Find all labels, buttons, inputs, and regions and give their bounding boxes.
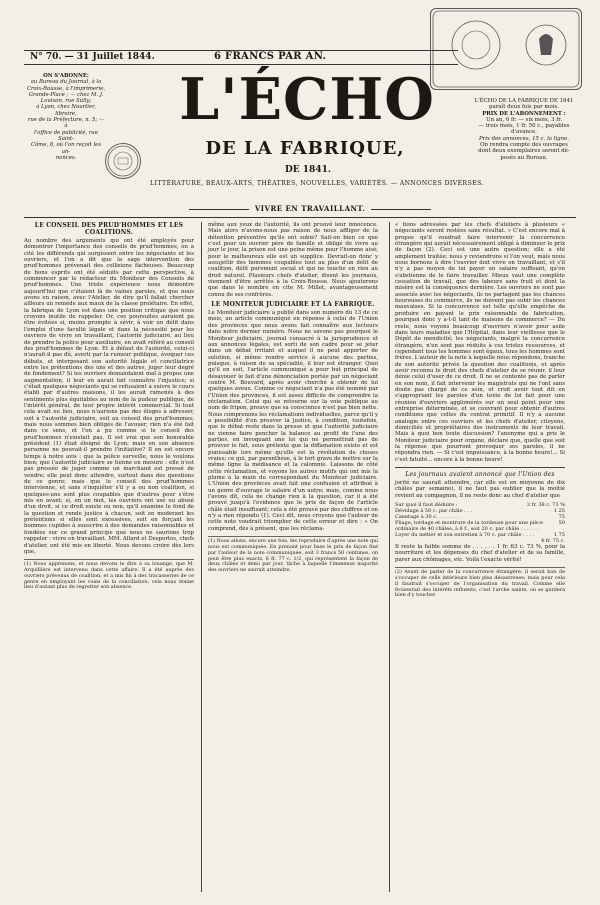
subscribe-info-right [463,98,585,161]
footnote: (2) Avant de parler de la concurrence étrangère, il serait bon de s'occuper de celle intérieure bien plus désastreuse; mais pour cela il faudrait s'occuper de l'organisation du travail. Comme elle froisserait des intérêts influents, c'est l'arche sainte, on se gardera bien d'y toucher. [395,569,565,599]
masthead-motto: VIVRE EN TRAVAILLANT. [160,204,460,213]
subscribe-line: — trois mois, 1 fr. 50 c., payables [478,123,570,130]
table-cell: Canetage à 30 c. . . . . . . . [395,514,460,521]
table-cell: 4 fr. 75 c. [541,538,565,545]
footnote: (1) Nous allons, encore une fois, les reproduire d'après une note qui nous est communiquée. En prenant pour base le prix de façon fixé par l'auteur de la note communiquée, soit 3 francs 50 centimes, on peut être plus exacts, 6 fr. 77 c. 1/2, qui représentent la façon de deux châles et demi par jour, tâche à laquelle l'immense majorité des ouvriers ne saurait atteindre. [208,538,378,574]
table-cell: Loyer du métier et son entretien à 70 c. par châle . . . . [395,532,535,539]
subscribe-line: Louison, rue Sully; [40,98,92,105]
table-cell: Pliage, tordage et montrure de la tordeuse pour une pièce ordinaire de 40 châles, à 8 f., soit 20 c. par châle . . . . . . [395,520,544,533]
footnote: (1) Nous apprenons, et nous devons le dire à sa louange, que M. Arquillière est intervenu dans cette affaire. Il a été auprès des ouvriers prévenus de coalition, et a mis fin à des tracasseries de ce genre en employant les voies de la conciliation; cela nous donne lieu d'autant plus de regretter son absence. [24,561,194,591]
subscribe-line: Croix-Rousse, à l'imprimerie, [26,85,106,92]
subscribe-line: à Lyon, chez Nourtier, libraire, [36,104,96,117]
article-heading: Les journaux avaient annoncé que l'Union des [395,467,565,478]
subscribe-line: rue de la Préfecture, n. 5; — à [27,117,105,130]
subscribe-line: posés au Bureau. [500,154,548,161]
subscribe-line: au Bureau du Journal, à la [30,79,102,86]
column-2 [208,222,378,574]
masthead-subtitle: DE LA FABRIQUE, [205,138,405,159]
column-divider [201,222,202,892]
subscribe-line: Grande-Place ; — chez M. J. [28,91,104,98]
column-3 [395,222,565,599]
article-body: Le Moniteur judiciaire a publié dans son numéro du 13 de ce mois, un article communiqué en réponse à celui de l'Union des provinces que nous avons fait connaître aux lecteurs dans notre dernier numéro. Nous ne savons pas pourquoi le Moniteur judiciaire, journal consacré à la jurisprudence et aux annonces légales, est sorti de son cadre pour se jeter dans un débat irritant et auquel il ne peut apporter de solution, si même rendre service à aucune des parties, puisque, à raison de sa spécialité, il leur est étranger. Quoi qu'il en soit, l'article communiqué a pour but principal de désavouer le fait d'une dénonciation portée par un négociant contre M. Bouvard, après avoir cherché à obtenir de lui quelques aveux. Comme ce négociant n'a pas été nommé par l'Union des provinces, il est assez difficile de comprendre la réclamation. Celui qui se retourne sur la voie publique au nom de fripon, prouve que sa conscience n'est pas bien nette. Nous comprenons les réclamations individuelles, parce qu'il y a possibilité d'en prouver la justice, à condition, toutefois, que le débat reste dans la presse et que l'autorité judiciaire ne vienne faire pencher la balance au profit de l'une des parties, en invoquant une loi qui ne permettrait pas de prouver le fait, sous prétexte que la diffamation existe et est punissable lors même qu'elle est la révélation de choses vraies; ce qui, par parenthèse, à le tort grave de mettre sur la même ligne la médisance et la calomnie. Laissons de côté cette réclamation, et voyons les autres motifs qui ont mis la plume à la main du correspondant du Moniteur judiciaire. L'Union des provinces avait fait une confusion et attribué à un genre d'ouvrage le salaire d'un autre; mais, comme nous l'avons dit, cela ne change rien à la question, car il a été prouvé jusqu'à l'évidence que le prix de façon de l'article châle était insuffisant; cela a été prouvé par des chiffres et on n'y a rien répondu (1). Ceci dit, nous croyons que l'auteur de cette note voudrait triompher de cette erreur et dire : « On comprend, dès à présent, que les réclama- [208,310,378,532]
subscribe-line: On rendra compte des ouvrages [480,142,568,149]
subscribe-line: Un an, 6 fr. — six mois, 3 fr. [486,116,562,123]
table-row [395,520,565,532]
subscribe-line: ON S'ABONNE: [43,73,89,79]
table-cell: 50 [558,520,565,527]
article-body: jorité ne saurait atteindre, car elle est en moyenne de dix châles par semaine), il ne faut pas oublier que la moitié revient au compagnon, il ne reste donc au chef d'atelier que [395,480,565,499]
subscribe-line: L'ÉCHO DE LA FABRIQUE DE 1841 [474,98,574,104]
article-body: « tions adressées par les chefs d'ateliers à plusieurs « négociants seront restées sans résultat. » C'est encore mal à propos qu'il voudrait faire intervenir la concurrence étrangère qui aurait nécessairement obligé à diminuer le prix de façon (2). Ceci est une autre question; elle a été amplement traitée; nous y reviendrons si l'on veut, mais nous nous bornons à dire l'ouvrier doit vivre en travaillant, et s'il n'y a pas moyen de lui payer un salaire suffisant, qu'on s'abstienne de le faire travailler. Mieux vaut une complète cessation de travail, que des labeurs sans fruit et dont la misère est la conséquence dernière. Les ouvriers ne sont pas associés avec les négociants, ils ne partagent pas les chances heureuses du commerce, ils ne doivent pas subir les chances mauvaises. Si la concurrence est telle qu'elle empêche de produire en payant le prix raisonnable de fabrication, pourquoi donc y a-t-il tant de maisons de commerce? — Du reste, nous voyons beaucoup d'ouvriers n'avoir pour asile dans leurs maladies que l'Hôpital, dans leur vieillesse que le Dépôt de mendicité; les négociants, malgré la concurrence étrangère, n'en sont pas réduits à ces tristes ressources, et cependant tous les hommes sont égaux, tous les hommes sont frères. L'auteur de la note à laquelle nous répondons, tranche de son autorité privée la question des coalitions, et après avoir reconnu le droit des chefs d'atelier de se réunir, il leur dénie celui d'user de ce droit. Il ne se contente pas de parler en son nom, il fait intervenir les magistrats qui ne l'ont sans doute pas chargé de ce soin, et croit avoir tout dit en s'appropriant les paroles d'un texte de loi fait pour une réunion d'ouvriers agglomérés sur un seul point pour une entreprise déterminée, et se couvrant pour obtenir d'autres conditions que celles du contrat primitif. Il n'y a aucune analogie entre ces ouvriers et les chefs d'atelier, citoyens, domiciliés et propriétaires des instruments de leur travail. Mais à quoi bon toute discussion? l'anonyme qui a pris le Moniteur judiciaire pour organe, déclare que, quelle que soit la réponse que pourront provoquer ses paroles, il ne répondra rien. — Si c'est impuissance, à la bonne heure!... Si c'est fatuité... encore à la bonne heure! [395,222,565,463]
column-divider [389,222,390,892]
table-cell: Dévidage à 50 c. par châle . . . [395,508,473,515]
subscribe-line: l'office de publicité, rue Saint- [34,129,98,142]
subscribe-line: nonces. [55,154,77,161]
cost-table [395,502,565,544]
subscribe-line: dont deux exemplaires seront dé- [478,148,570,155]
column-1 [24,222,194,591]
article-body: même aux yeux de l'autorité, ils ont prouvé leur innocence. Mais alors n'avons-nous pas raison de nous affliger de la détention préventive qu'ils ont subie? Sait-on bien ce que c'est pour un ouvrier père de famille et obligé de vivre au jour le jour, la prison est une peine même pour l'homme aisé; pour le malheureux elle est un supplice. Devrait-on donc y assujettir des hommes coupables tout au plus d'un délit de coalition, délit purement social et qui ne touche en rien au droit naturel. Plusieurs chefs d'atelier, disent les journaux, viennent d'être arrêtés à la Croix-Rousse. Nous ajouterons que dans le nombre on cite M. Millet, avantageusement connu de ses confrères. [208,222,378,298]
stamp-left-icon [105,143,141,179]
subscription-price: 6 FRANCS PAR AN. [214,51,327,62]
masthead-year: DE 1841. [285,165,331,175]
table-cell: 1 25 [553,508,565,515]
header-divider [24,217,576,218]
subscribe-line: paraît deux fois par mois. [489,104,559,111]
table-cell: Sur quoi il faut déduire : [395,502,458,509]
header-bar [24,50,458,65]
masthead-tagline: LITTÉRATURE, BEAUX-ARTS, THÉATRES, NOUVELLES, VARIÉTÉS. — ANNONCES DIVERSES. [150,180,484,187]
article-body: Il reste la faible somme de . . . . . . 1 fr. 63 c. 73 %, pour la nourriture et les dépenses du chef d'atelier et de sa famille, parer aux chômages, etc. Voilà l'exacte vérité! [395,544,565,563]
subscribe-line: PRIX DE L'ABONNEMENT : [482,110,566,117]
article-heading: LE MONITEUR JUDICIAIRE ET LA FABRIQUE. [211,301,375,309]
subscribe-info-left [26,73,106,161]
subscribe-line: Prix des annonces, 15 c. la ligne. [478,135,570,142]
table-cell: 75 [558,514,565,521]
issue-number: N° 70. — 31 Juillet 1844. [30,52,155,62]
table-cell: 3 fr. 38 c. 73 % [526,502,565,509]
table-cell: 1 75 [553,532,565,539]
subscribe-line: d'avance. [511,129,537,136]
article-body: Au nombre des arguments qui ont été employés pour démontrer l'importance des conseils de prud'hommes, on a cité les différends qui surgissent entre les négociants et les ouvriers, et l'on a dit que la sage intervention des prud'hommes prévenait des collisions fâcheuses. Beaucoup de bons esprits ont été séduits par cette perspective, à commencer par le rédacteur du Moniteur des Conseils de prud'hommes. Une triste expérience nous démontre aujourd'hui que c'étaient là de vaines paroles, et que nous avons en raison, avec l'Atelier, de dire qu'il fallait chercher ailleurs un remède aux maux de la classe prolétaire. En effet, la fabrique de Lyon est dans une position critique que nous croyons inutile de rappeler. Or, ces poursuites auraient pu être évitées si, moins prompte à sévir, à voir un délit dans l'emploi d'une faculté légale et dans la nécessité pour les ouvriers de vivre en travaillant, l'autorité judiciaire, au lieu de prendre la police pour auxiliaire, en avait référé au conseil des prud'hommes de Lyon. Et à défaut de l'autorité, celui-ci n'aurait-il pas dû, averti par la rumeur publique, évoquer ces débats, et interposant son autorité légale et conciliatrice entre les prétentions des uns et des autres, juger leur degré de fondement? Si les ouvriers demandaient mal à propos une augmentation, il leur en aurait fait connaître l'injustice; si c'était quelques négociants qui se refusaient à suivre le cours établi par d'autres maisons, il les aurait ramenés à des sentiments plus équitables au nom de la pudeur publique, de l'intérêt général, de leur propre intérêt commercial. Si tout cela avait eu lieu, nous n'aurions pas des éloges à adresser, soit à l'autorité judiciaire, soit au conseil des prud'hommes; mais nous sommes bien obligés de l'avouer, rien n'a été fait dans ce sens, et l'on a pu comme si le conseil des prud'hommes n'existait pas. Il est vrai que son honorable président (1) était éloigné de Lyon; mais en son absence personne ne pouvait-il prendre l'initiative? Il en est encore temps à notre avis : que la police surveille, nous le voulons bien; que l'autorité judiciaire se tienne en mesure : elle n'est pas pressée de juger comme un marchand est pressé de vendre; elle peut donc attendre, surtout dans des questions de ce genre; mais que le conseil des prud'hommes intervienne, et sans s'inquiéter s'il y a ou non coalition, si quelques-uns sont plus coupables que d'autres pour s'être mis en avant; si, en un mot, les ouvriers ont usé ou abusé d'un droit, si ce droit existe ou non, qu'il examine le fond de la question et rende justice à chacun, soit en modérant les prétentions si elles sont excessives, soit en forçant les hommes cupides à souscrire à des demandes raisonnables et fondées sur ce grand principe que nous ne saurions trop rappeler : vivre en travaillant. MM. Allard et Desportes, chefs d'atelier, ont été mis en liberté. Nous devons croire dès lors que, [24,238,194,555]
masthead-title: L'ÉCHO [179,66,435,133]
subscribe-line: Côme, 8, où l'on reçoit les an- [30,142,102,155]
article-heading: LE CONSEIL DES PRUD'HOMMES ET LES COALITIONS. [34,222,184,236]
